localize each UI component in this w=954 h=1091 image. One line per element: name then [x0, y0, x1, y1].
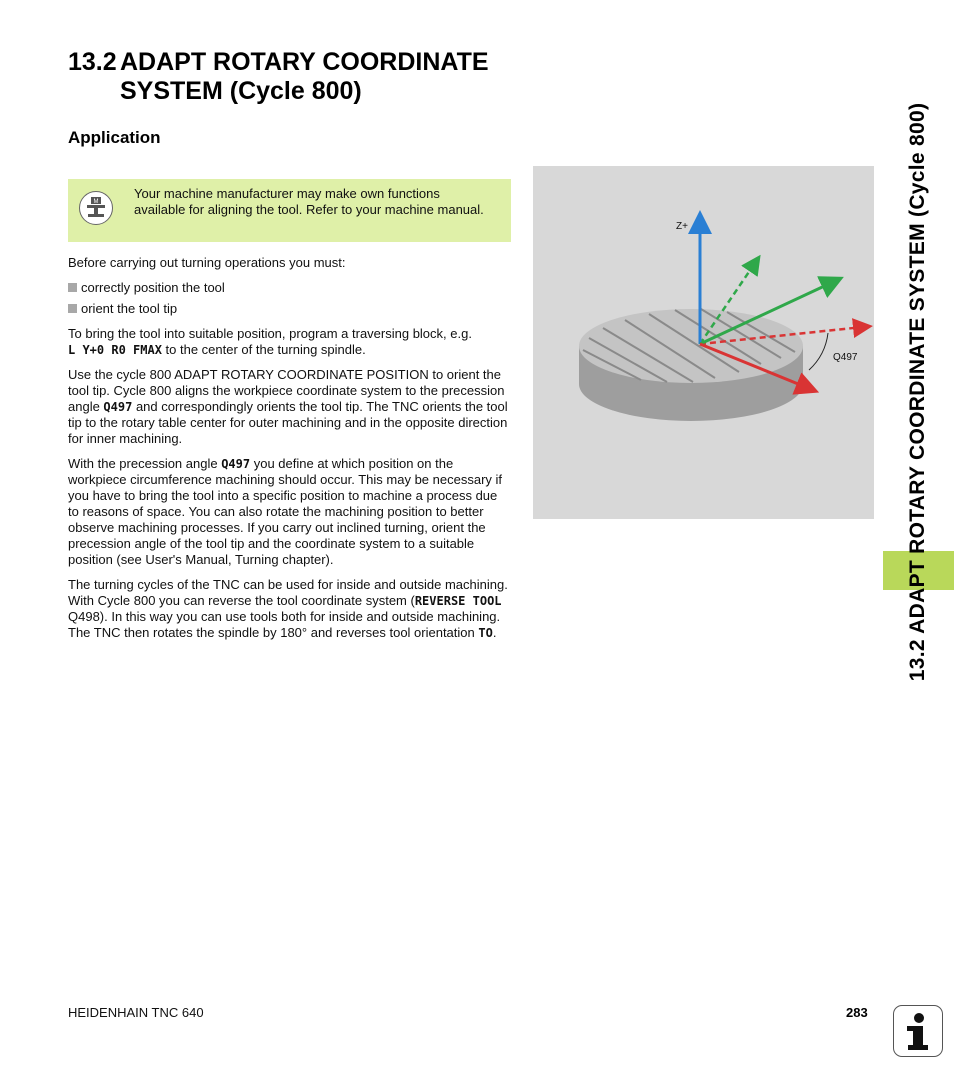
- paragraph-reverse-tool: The turning cycles of the TNC can be used for inside and outside machining. With Cycle 800 you can reverse the tool coordinate system (REVERSE TOOL Q498). In this way you can use tools both for inside and outside machining. The TNC then rotates the spindle by 180° and reverses tool orientation TO.: [68, 577, 508, 640]
- list-item: correctly position the tool: [68, 280, 510, 296]
- bullet-square-icon: [68, 304, 77, 313]
- manufacturer-note: [68, 179, 511, 242]
- code-reverse-tool: REVERSE TOOL: [414, 594, 502, 608]
- title-line-2: SYSTEM (Cycle 800): [120, 77, 362, 105]
- title-line-1: ADAPT ROTARY COORDINATE: [120, 48, 489, 76]
- machine-manufacturer-icon: [79, 191, 113, 225]
- info-icon: [893, 1005, 943, 1057]
- body-text: [68, 255, 510, 650]
- code-q497: Q497: [221, 457, 251, 471]
- list-item: orient the tool tip: [68, 301, 510, 317]
- code-traverse-block: L Y+0 R0 FMAX: [68, 343, 162, 357]
- paragraph-positioning: To bring the tool into suitable position, program a traversing block, e.g. L Y+0 R0 FMAX to the center of the turning spindle.: [68, 326, 472, 357]
- paragraph-cycle800: Use the cycle 800 ADAPT ROTARY COORDINATE POSITION to orient the tool tip. Cycle 800 aligns the workpiece coordinate system to the precession angle Q497 and correspondingly orients the tool tip. The TNC orients the tool tip to the rotary table center for outer machining and in the opposite direction for inner machining.: [68, 367, 508, 446]
- section-subheading: Application: [68, 128, 161, 147]
- bullet-list: [68, 280, 510, 317]
- rotary-table-figure: [533, 166, 874, 519]
- angle-arc: [809, 333, 828, 370]
- figure-drawing: [533, 166, 874, 519]
- intro-paragraph: Before carrying out turning operations you must:: [68, 255, 346, 270]
- bullet-square-icon: [68, 283, 77, 292]
- footer-manual-name: HEIDENHAIN TNC 640: [68, 1005, 204, 1020]
- svg-text:M: M: [93, 199, 99, 205]
- page-number: 283: [846, 1005, 868, 1020]
- z-axis-label: Z+: [676, 221, 688, 232]
- paragraph-precession: With the precession angle Q497 you define at which position on the workpiece circumference machining should occur. This may be necessary if you have to bring the tool into a specific position to machine a process due to reasons of space. You can also rotate the machining position to better observe machining processes. If you carry out inclined turning, orient the precession angle of the tool tip and the coordinate system to a suitable position (see User's Manual, Turning chapter).: [68, 456, 503, 567]
- page-title: [68, 48, 489, 106]
- code-to: TO: [478, 626, 493, 640]
- section-number: 13.2: [68, 48, 117, 76]
- angle-label: Q497: [833, 352, 858, 363]
- note-text: Your machine manufacturer may make own functions available for aligning the tool. Refer to your machine manual.: [134, 186, 484, 217]
- side-running-title: 13.2 ADAPT ROTARY COORDINATE SYSTEM (Cycle 800): [906, 102, 929, 682]
- code-q497: Q497: [103, 400, 133, 414]
